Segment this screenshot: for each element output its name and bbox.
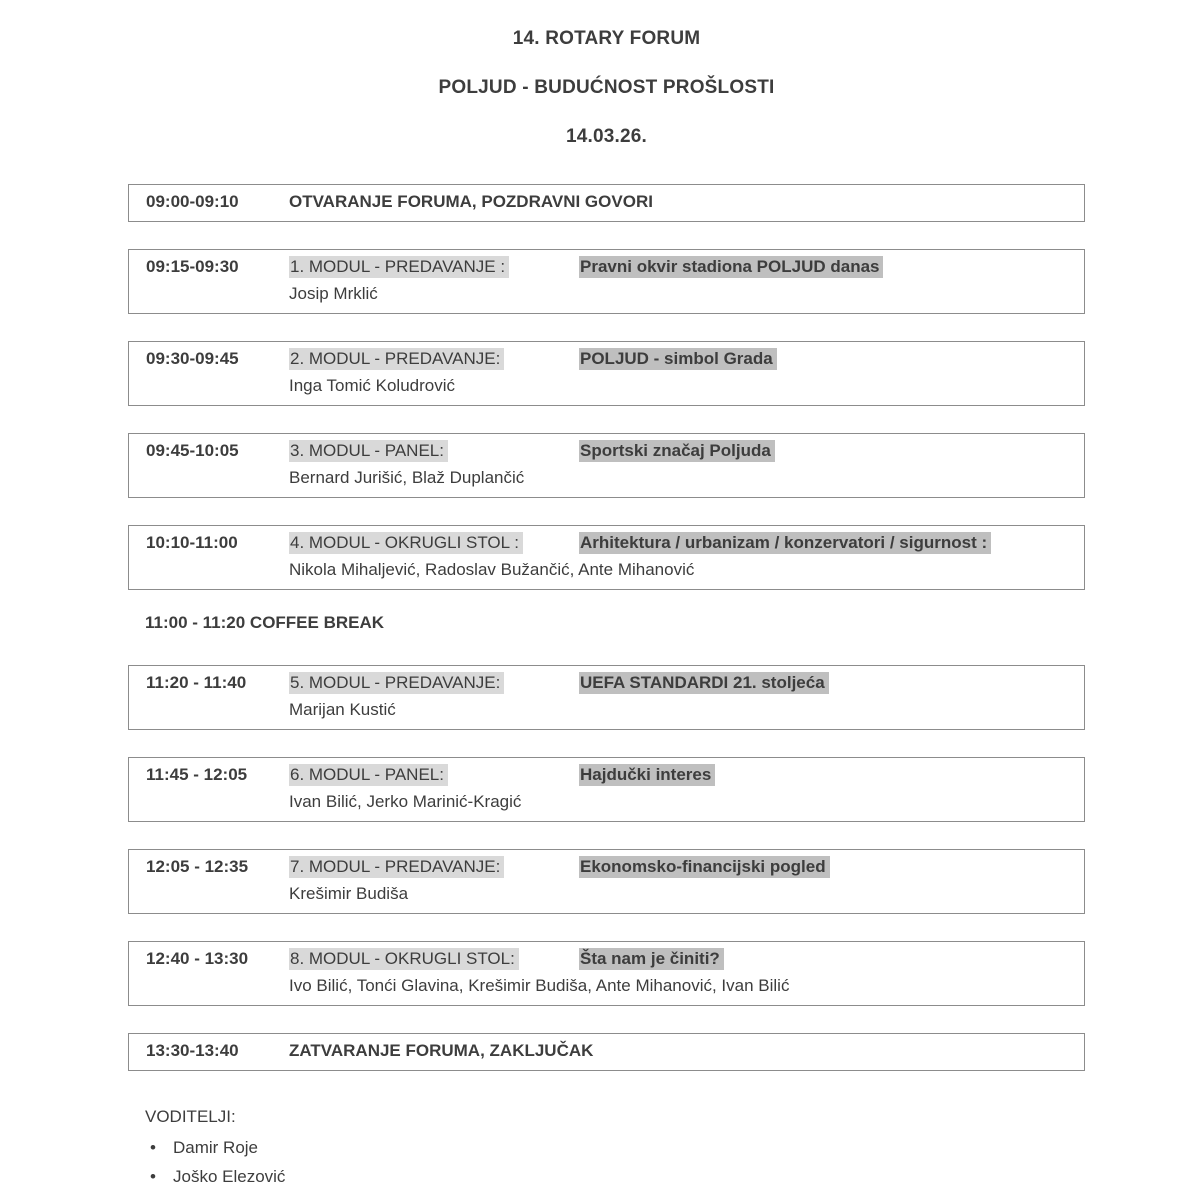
session-topic: [579, 253, 883, 280]
session-box-module-2: [128, 341, 1085, 406]
session-speakers-row: [289, 280, 1074, 307]
session-time: 09:15-09:30: [146, 257, 239, 276]
forum-subtitle: POLJUD - BUDUĆNOST PROŠLOSTI: [438, 77, 775, 98]
topic-highlight: UEFA STANDARDI 21. stoljeća: [579, 672, 829, 694]
session-row: [146, 1037, 1074, 1064]
session-module-label: [289, 853, 579, 880]
session-row: [146, 853, 1074, 880]
topic-highlight: Hajdučki interes: [579, 764, 715, 786]
coffee-break-note: 11:00 - 11:20 COFFEE BREAK: [145, 613, 385, 632]
session-box-module-8: [128, 941, 1085, 1006]
session-speakers: Bernard Jurišić, Blaž Duplančić: [289, 468, 525, 487]
topic-highlight: POLJUD - simbol Grada: [579, 348, 777, 370]
hosts-list: [150, 1133, 1085, 1191]
session-box-opening: [128, 184, 1085, 222]
module-highlight: 1. MODUL - PREDAVANJE :: [289, 256, 509, 278]
session-time: 09:45-10:05: [146, 441, 239, 460]
session-title: OTVARANJE FORUMA, POZDRAVNI GOVORI: [289, 192, 653, 211]
session-module-label: [289, 761, 579, 788]
session-speakers: Josip Mrklić: [289, 284, 378, 303]
forum-date: 14.03.26.: [565, 126, 648, 147]
module-highlight: 6. MODUL - PANEL:: [289, 764, 448, 786]
session-speakers: Marijan Kustić: [289, 700, 396, 719]
module-highlight: 3. MODUL - PANEL:: [289, 440, 448, 462]
session-topic: [579, 345, 777, 372]
session-time: 11:45 - 12:05: [146, 765, 248, 784]
session-time: 13:30-13:40: [146, 1041, 239, 1060]
session-speakers-row: [289, 696, 1074, 723]
session-row: [146, 761, 1074, 788]
session-speakers: Nikola Mihaljević, Radoslav Bužančić, Ante Mihanović: [289, 560, 695, 579]
session-speakers-row: [289, 556, 1074, 583]
session-time: 10:10-11:00: [146, 533, 238, 552]
module-highlight: 8. MODUL - OKRUGLI STOL:: [289, 948, 519, 970]
session-module-label: [289, 945, 579, 972]
session-module-label: [289, 669, 579, 696]
session-module-label: [289, 437, 579, 464]
session-row: [146, 669, 1074, 696]
session-box-module-3: [128, 433, 1085, 498]
session-time: 12:40 - 13:30: [146, 949, 249, 968]
session-speakers: Krešimir Budiša: [289, 884, 409, 903]
module-highlight: 7. MODUL - PREDAVANJE:: [289, 856, 504, 878]
hosts-label: VODITELJI:: [145, 1107, 236, 1126]
hosts-section: [128, 1107, 1085, 1191]
session-time: 09:00-09:10: [146, 192, 239, 211]
session-speakers: Inga Tomić Koludrović: [289, 376, 455, 395]
topic-highlight: Arhitektura / urbanizam / konzervatori / sigurnost :: [579, 532, 991, 554]
session-module-label: [289, 253, 579, 280]
session-speakers-row: [289, 372, 1074, 399]
session-box-module-6: [128, 757, 1085, 822]
session-box-closing: [128, 1033, 1085, 1071]
session-row: [146, 188, 1074, 215]
module-highlight: 5. MODUL - PREDAVANJE:: [289, 672, 504, 694]
session-module-label: [289, 529, 579, 556]
document-header: [128, 28, 1085, 148]
session-topic: [579, 945, 724, 972]
session-time: 09:30-09:45: [146, 349, 239, 368]
session-row: [146, 253, 1074, 280]
host-item: • Joško Elezović: [150, 1162, 1085, 1191]
session-speakers-row: [289, 788, 1074, 815]
module-highlight: 2. MODUL - PREDAVANJE:: [289, 348, 504, 370]
session-box-module-5: [128, 665, 1085, 730]
topic-highlight: Sportski značaj Poljuda: [579, 440, 775, 462]
session-row: [146, 345, 1074, 372]
session-row: [146, 945, 1074, 972]
forum-title: 14. ROTARY FORUM: [512, 28, 701, 49]
session-box-module-4: [128, 525, 1085, 590]
topic-highlight: Ekonomsko-financijski pogled: [579, 856, 830, 878]
session-module-label: [289, 345, 579, 372]
session-topic: [579, 437, 775, 464]
session-topic: [579, 761, 715, 788]
module-highlight: 4. MODUL - OKRUGLI STOL :: [289, 532, 523, 554]
session-row: [146, 529, 1074, 556]
session-speakers-row: [289, 464, 1074, 491]
session-title: ZATVARANJE FORUMA, ZAKLJUČAK: [289, 1041, 594, 1060]
session-time: 11:20 - 11:40: [146, 673, 247, 692]
session-time: 12:05 - 12:35: [146, 857, 249, 876]
session-speakers-row: [289, 880, 1074, 907]
session-topic: [579, 669, 829, 696]
session-topic: [579, 853, 830, 880]
session-box-module-7: [128, 849, 1085, 914]
session-row: [146, 437, 1074, 464]
session-box-module-1: [128, 249, 1085, 314]
session-speakers: Ivan Bilić, Jerko Marinić-Kragić: [289, 792, 522, 811]
session-topic: [579, 529, 991, 556]
host-item: • Damir Roje: [150, 1133, 1085, 1162]
topic-highlight: Pravni okvir stadiona POLJUD danas: [579, 256, 883, 278]
session-speakers-row: [289, 972, 1074, 999]
session-speakers: Ivo Bilić, Tonći Glavina, Krešimir Budiša, Ante Mihanović, Ivan Bilić: [289, 976, 790, 995]
topic-highlight: Šta nam je činiti?: [579, 948, 724, 970]
